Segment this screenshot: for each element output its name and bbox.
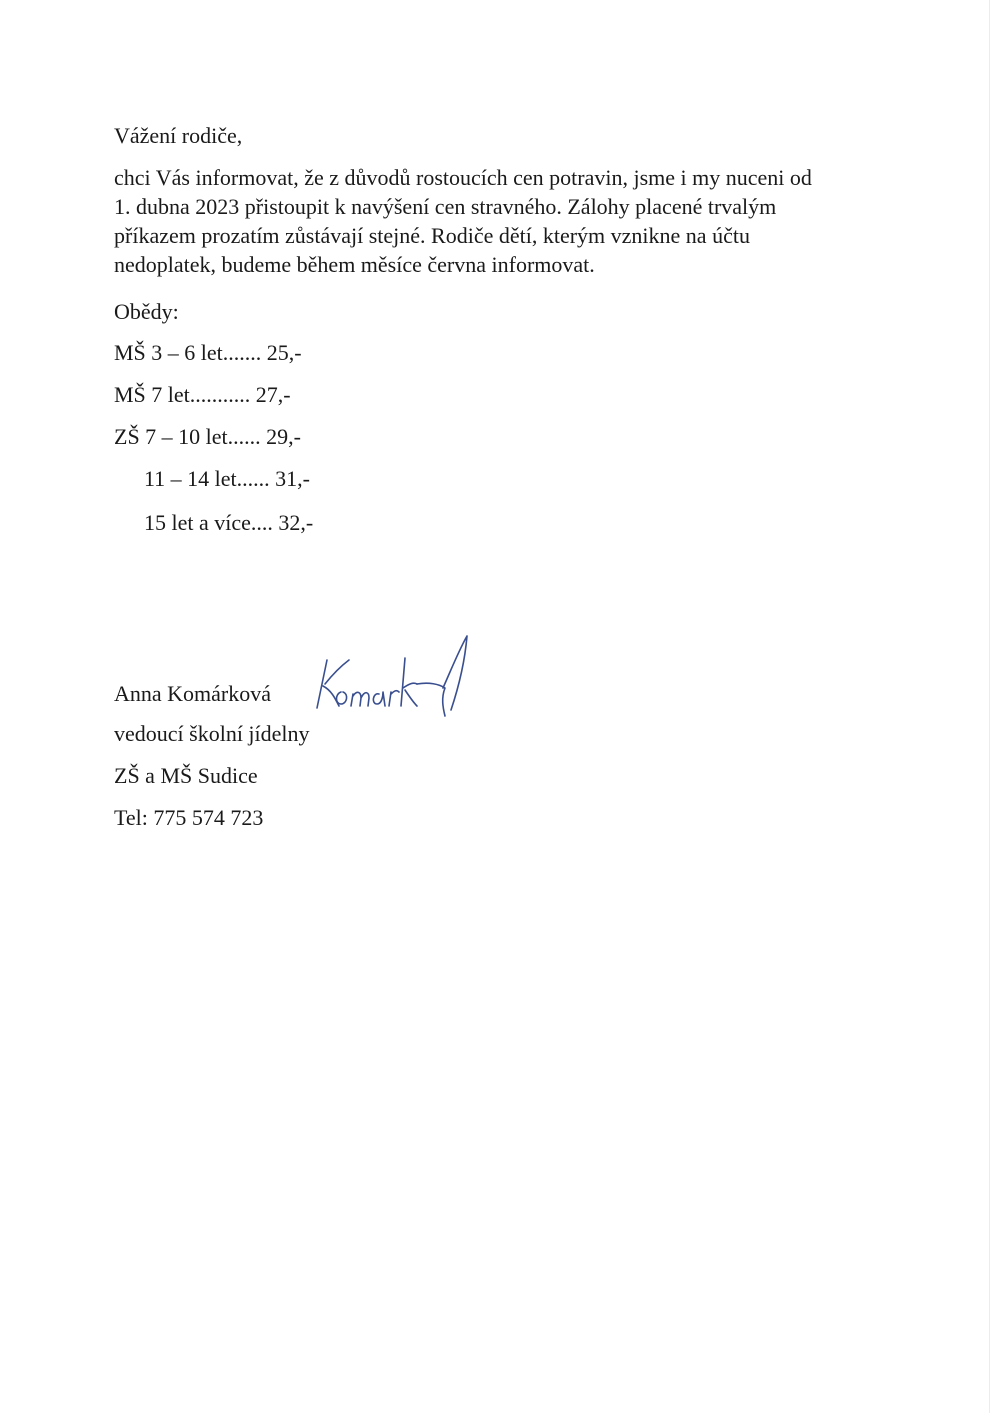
salutation: Vážení rodiče, [114,123,243,148]
price-row: MŠ 3 – 6 let....... 25,- [114,340,302,365]
signatory-role: vedoucí školní jídelny [114,721,310,746]
phone-number: Tel: 775 574 723 [114,805,264,830]
price-row: ZŠ 7 – 10 let...... 29,- [114,424,301,449]
scan-edge [989,0,990,1413]
price-row: 15 let a více.... 32,- [144,510,314,535]
body-line: nedoplatek, budeme během měsíce června informovat. [114,252,595,277]
price-row: MŠ 7 let........... 27,- [114,382,291,407]
signatory-name: Anna Komárková [114,681,272,706]
organization-name: ZŠ a MŠ Sudice [114,763,258,788]
prices-heading: Obědy: [114,299,179,324]
handwritten-signature [305,630,485,720]
body-line: příkazem prozatím zůstávají stejné. Rodiče dětí, kterým vznikne na účtu [114,223,750,248]
body-line: 1. dubna 2023 přistoupit k navýšení cen stravného. Zálohy placené trvalým [114,194,777,219]
body-line: chci Vás informovat, že z důvodů rostoucích cen potravin, jsme i my nuceni od [114,165,812,190]
price-row: 11 – 14 let...... 31,- [144,466,310,491]
body-paragraph [114,163,874,279]
